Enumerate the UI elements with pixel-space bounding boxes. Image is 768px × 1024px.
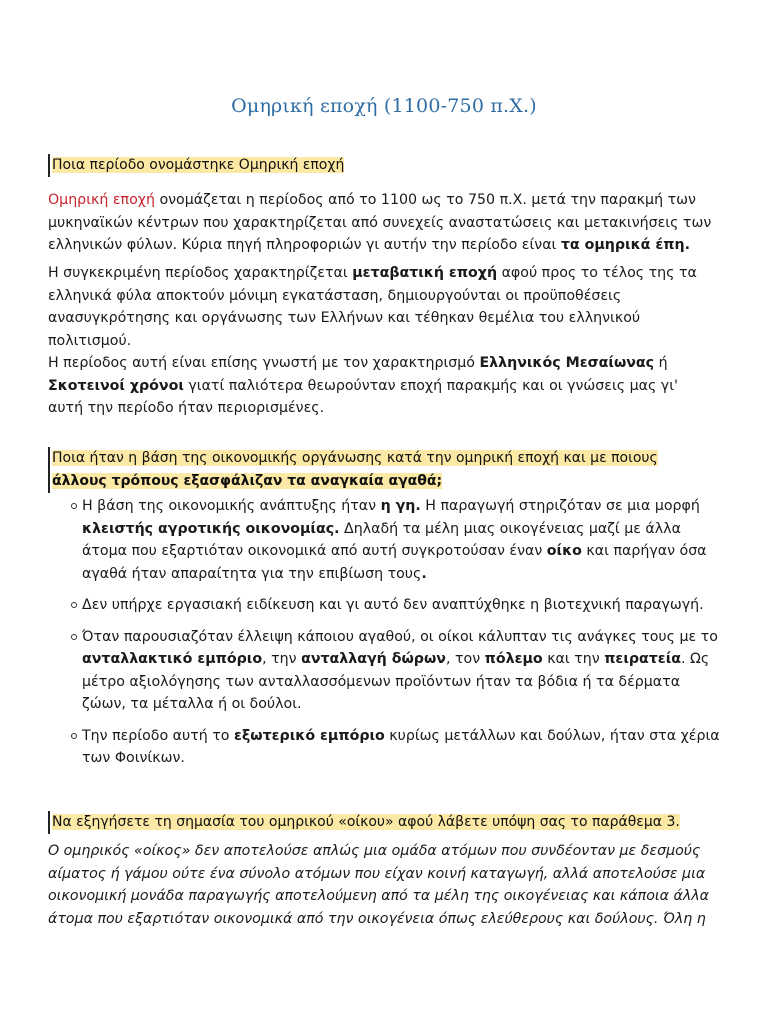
question-text-2b: άλλους τρόπους εξασφάλιζαν τα αναγκαία αγαθά; bbox=[52, 473, 443, 489]
item-text: και παρήγαν όσα αγαθά ήταν απαραίτητα για την επιβίωση τους bbox=[82, 543, 707, 582]
item-text: κυρίως μετάλλων και δούλων, ήταν στα χέρια των Φοινίκων. bbox=[82, 727, 720, 766]
bold-text: ανταλλακτικό εμπόριο bbox=[82, 651, 263, 667]
page-title: Ομηρική εποχή (1100-750 π.Χ.) bbox=[231, 95, 537, 117]
item-text: Δεν υπήρχε εργασιακή ειδίκευση και γι αυτό δεν αναπτύχθηκε η βιοτεχνική παραγωγή. bbox=[82, 597, 704, 613]
item-text: Όταν παρουσιαζόταν έλλειψη κάποιου αγαθού, οι οίκοι κάλυπταν τις ανάγκες τους με το bbox=[82, 628, 718, 645]
question-text-2a: Ποια ήταν η βάση της οικονομικής οργάνωσης κατά την ομηρική εποχή και με ποιους bbox=[52, 450, 658, 466]
paragraph-text: ή bbox=[654, 355, 668, 371]
bold-text: εξωτερικό εμπόριο bbox=[234, 727, 385, 744]
economy-bullet-list bbox=[48, 495, 720, 779]
item-text: Δηλαδή τα μέλη μιας οικογένειας μαζί με άλλα άτομα που εξαρτιόταν οικονομικά από αυτή συγκροτούσαν έναν bbox=[82, 520, 681, 559]
circle-bullet-icon bbox=[71, 602, 77, 608]
item-text: , τον bbox=[445, 651, 485, 667]
paragraph-text: ονομάζεται η περίοδος από το 1100 ως το 750 π.Χ. μετά την παρακμή των μυκηναϊκών κέντρων που χαρακτηρίζεται από συνεχείς αναστατώσεις και μετακινήσεις των ελληνικών φύλων. Κύρια πηγή πληροφοριών γι αυτήν την περίοδο είναι bbox=[48, 192, 712, 253]
paragraph-text: Η συγκεκριμένη περίοδος χαρακτηρίζεται bbox=[48, 265, 353, 281]
bold-text: οίκο bbox=[546, 543, 582, 559]
bold-text: η γη. bbox=[380, 498, 421, 514]
question-heading-3 bbox=[48, 811, 680, 834]
bold-text: μεταβατική εποχή bbox=[352, 265, 498, 281]
list-item bbox=[48, 626, 720, 716]
bold-text: τα ομηρικά έπη. bbox=[560, 237, 690, 253]
item-text: Η παραγωγή στηριζόταν σε μια μορφή bbox=[420, 498, 700, 514]
bold-text: ανταλλαγή δώρων bbox=[301, 651, 446, 667]
paragraph-text: γιατί παλιότερα θεωρούνταν εποχή παρακμής και οι γνώσεις μας γι' αυτή την περίοδο ήταν περιορισμένες. bbox=[48, 377, 678, 416]
quote-paragraph: Ο ομηρικός «οίκος» δεν αποτελούσε απλώς μια ομάδα ατόμων που συνδέονταν με δεσμούς αίματος ή γάμου ούτε ένα σύνολο ατόμων που είχαν κοινή καταγωγή, αλλά αποτελούσε μια οικονομική μονάδα παραγωγής αποτελούμενη από τα μέλη της οικογένειας και κάποια άλλα άτομα που εξαρτιόταν οικονομικά από την οικογένεια όπως ελεύθερους και δούλους. Όλη η bbox=[48, 843, 710, 927]
item-text: και την bbox=[542, 651, 605, 667]
list-item bbox=[48, 495, 720, 585]
bold-text: . bbox=[421, 565, 427, 582]
term-homeric-era: Ομηρική εποχή bbox=[48, 192, 155, 208]
item-text: . Ως μέτρο αξιολόγησης των ανταλλασσόμενων προϊόντων ήταν τα βόδια ή τα δέρματα ζώων, τα μέταλλα ή οι δούλοι. bbox=[82, 651, 710, 712]
question-text-1: Ποια περίοδο ονομάστηκε Ομηρική εποχή bbox=[52, 157, 345, 173]
bold-text: πειρατεία bbox=[604, 651, 681, 667]
paragraph-definition bbox=[48, 189, 716, 257]
bold-text: Ελληνικός Μεσαίωνας bbox=[479, 355, 655, 371]
question-heading-1 bbox=[48, 154, 344, 177]
list-item bbox=[48, 725, 720, 770]
bold-text: Σκοτεινοί χρόνοι bbox=[48, 377, 184, 394]
paragraph-transitional bbox=[48, 262, 716, 352]
circle-bullet-icon bbox=[71, 634, 77, 640]
item-text: Η βάση της οικονομικής ανάπτυξης ήταν bbox=[82, 498, 381, 514]
circle-bullet-icon bbox=[71, 733, 77, 739]
circle-bullet-icon bbox=[71, 503, 77, 509]
paragraph-text: Η περίοδος αυτή είναι επίσης γνωστή με τον χαρακτηρισμό bbox=[48, 355, 480, 371]
question-heading-2 bbox=[48, 447, 658, 493]
bold-text: κλειστής αγροτικής οικονομίας. bbox=[82, 520, 340, 537]
paragraph-dark-ages bbox=[48, 352, 716, 420]
bold-text: πόλεμο bbox=[484, 651, 543, 667]
question-text-3: Να εξηγήσετε τη σημασία του ομηρικού «οίκου» αφού λάβετε υπόψη σας το παράθεμα 3. bbox=[52, 814, 680, 830]
list-item bbox=[48, 594, 720, 617]
item-text: Την περίοδο αυτή το bbox=[82, 727, 234, 744]
item-text: , την bbox=[262, 651, 302, 667]
paragraph-text: αφού προς το τέλος της τα ελληνικά φύλα αποκτούν μόνιμη εγκατάσταση, δημιουργούνται οι προϋποθέσεις ανασυγκρότησης και οργάνωσης των Ελλήνων και τέθηκαν θεμέλια του ελληνικού πολιτισμού. bbox=[48, 265, 697, 349]
